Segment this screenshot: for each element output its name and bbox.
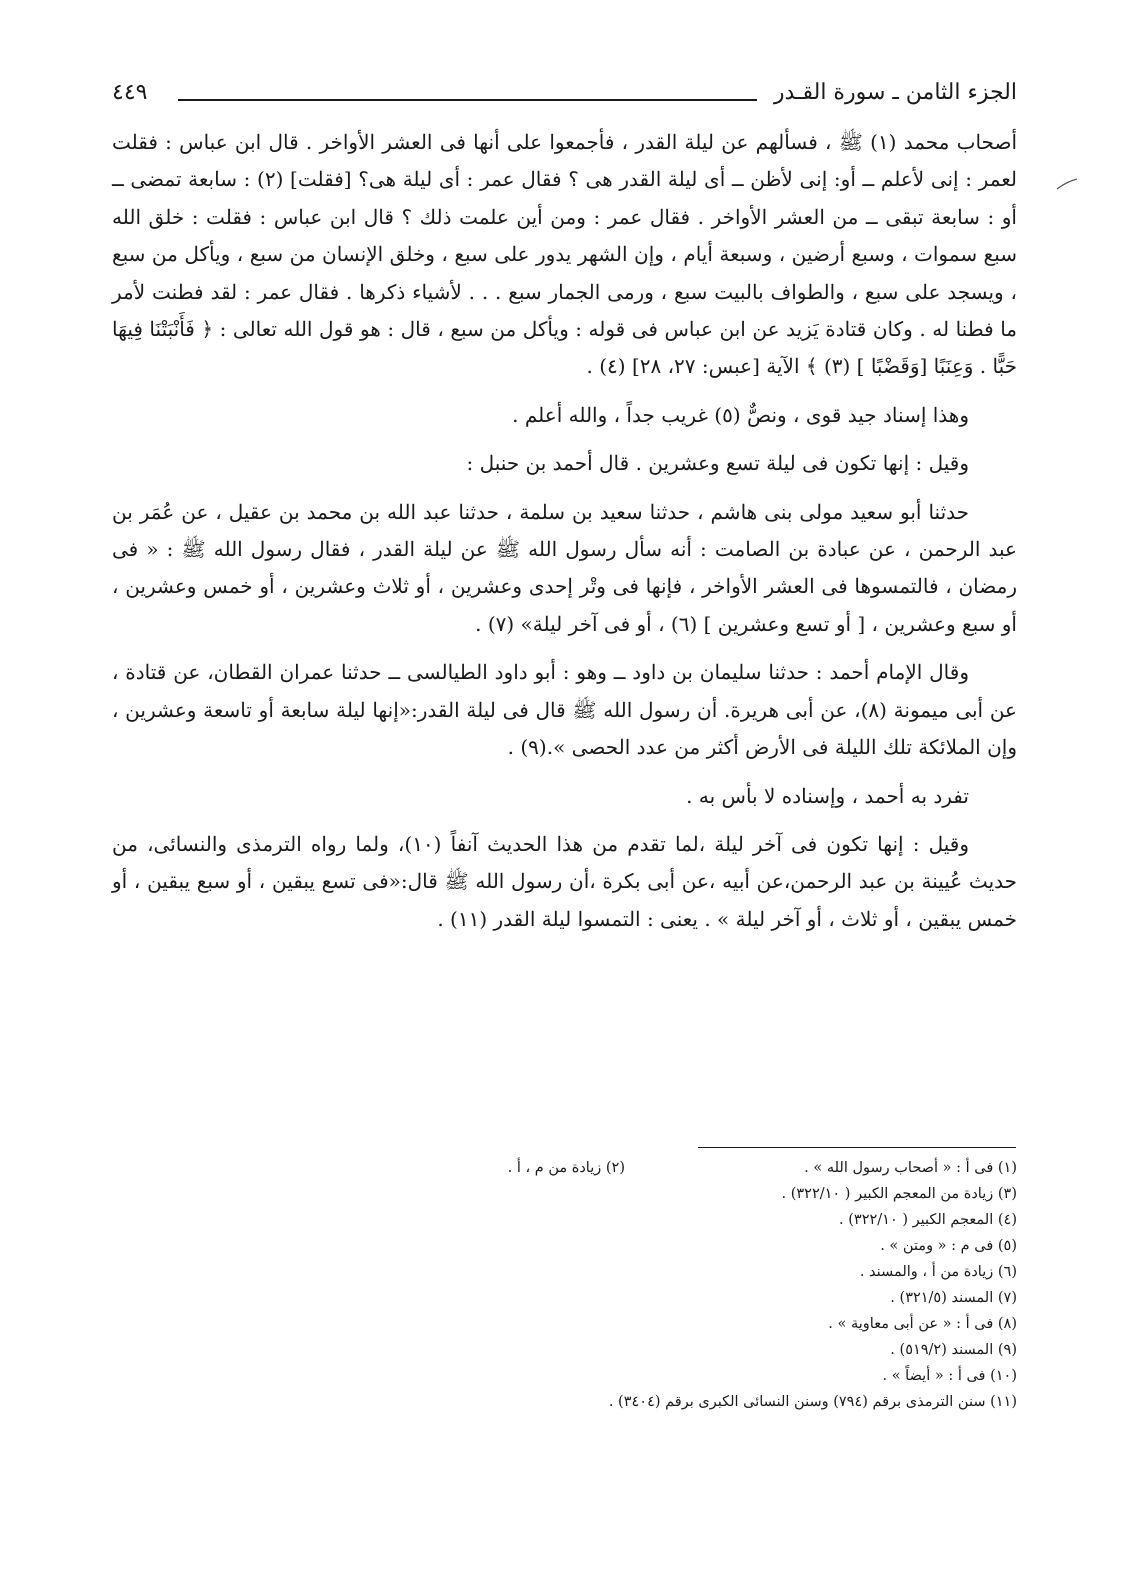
paragraph: وقيل : إنها تكون فى ليلة تسع وعشرين . قال أحمد بن حنبل : <box>466 451 969 476</box>
footnote-rule <box>698 1147 1016 1148</box>
paragraph: وهذا إسناد جيد قوى ، ونصٌّ (٥) غريب جداً ، والله أعلم . <box>512 402 969 427</box>
footnote: (١) فى أ : « أصحاب رسول الله » . <box>804 1160 1017 1176</box>
main-text <box>112 124 1017 938</box>
running-header <box>112 80 1017 120</box>
footnote: (٩) المسند (٥١٩/٢) . <box>890 1342 1017 1358</box>
paragraph: وقال الإمام أحمد : حدثنا سليمان بن داود ــ وهو : أبو داود الطيالسى ــ حدثنا عمران القطان، عن قتادة ، عن أبى ميمونة (٨)، عن أبى هريرة. أن رسول الله ﷺ قال فى ليلة القدر:«إنها ليلة سابعة أو تاسعة وعشرين ، وإن الملائكة تلك الليلة فى الأرض أكثر من عدد الحصى ».(٩) . <box>112 660 1017 760</box>
header-rule <box>178 99 757 101</box>
footnote-row <box>112 1155 1017 1181</box>
paragraph: أصحاب محمد (١) ﷺ ، فسألهم عن ليلة القدر ، فأجمعوا على أنها فى العشر الأواخر . قال ابن عباس : فقلت لعمر : إنى لأعلم ــ أو: إنى لأظن ــ أى ليلة القدر هى ؟ فقال عمر : أى ليلة هى؟ [فقلت] (٢) : سابعة تمضى ــ أو : سابعة تبقى ــ من العشر الأواخر . فقال عمر : ومن أين علمت ذلك ؟ قال ابن عباس : فقلت : خلق الله سبع سموات ، وسبع أرضين ، وسبعة أيام ، وإن الشهر يدور على سبع ، وخلق الإنسان من سبع ، ويأكل من سبع ، ويسجد على سبع ، والطواف بالبيت سبع ، ورمى الجمار سبع . . . لأشياء ذكرها . فقال عمر : لقد فطنت لأمر ما فطنا له . وكان قتادة يَزيد عن ابن عباس فى قوله : ويأكل من سبع ، قال : هو قول الله تعالى : ﴿ فَأَنْبَتْنَا فِيهَا حَبًّا . وَعِنَبًا [وَقَضْبًا ] (٣) ﴾ الآية [عبس: ٢٧، ٢٨] (٤) . <box>112 130 1018 379</box>
margin-mark <box>1056 178 1078 190</box>
footnotes <box>112 1155 1017 1415</box>
footnote: (٣) زيادة من المعجم الكبير ( ٣٢٢/١٠) . <box>781 1186 1017 1202</box>
footnote: (١١) سنن الترمذى برقم (٧٩٤) وسنن النسائى الكبرى برقم (٣٤٠٤) . <box>608 1394 1017 1410</box>
footnote: (١٠) فى أ : « أيضاً » . <box>882 1368 1017 1384</box>
footnote: (٨) فى أ : « عن أبى معاوية » . <box>828 1316 1017 1332</box>
page-number: ٤٤٩ <box>112 80 148 105</box>
header-title: الجزء الثامن ـ سورة القـدر <box>773 80 1017 105</box>
footnote: (٥) فى م : « ومتن » . <box>880 1238 1017 1254</box>
footnote: (٢) زيادة من م ، أ . <box>507 1160 625 1176</box>
footnote: (٦) زيادة من أ ، والمسند . <box>859 1264 1017 1280</box>
paragraph: حدثنا أبو سعيد مولى بنى هاشم ، حدثنا سعيد بن سلمة ، حدثنا عبد الله بن محمد بن عقيل ، عن عُمَر بن عبد الرحمن ، عن عبادة بن الصامت : أنه سأل رسول الله ﷺ عن ليلة القدر ، فقال رسول الله ﷺ : « فى رمضان ، فالتمسوها فى العشر الأواخر ، فإنها فى وتْر إحدى وعشرين ، أو ثلاث وعشرين ، أو خمس وعشرين ، أو سبع وعشرين ، [ أو تسع وعشرين ] (٦) ، أو فى آخر ليلة» (٧) . <box>112 499 1017 636</box>
paragraph: تفرد به أحمد ، وإسناده لا بأس به . <box>686 783 969 808</box>
footnote: (٤) المعجم الكبير ( ٣٢٢/١٠) . <box>839 1212 1017 1228</box>
paragraph: وقيل : إنها تكون فى آخر ليلة ،لما تقدم من هذا الحديث آنفاً (١٠)، ولما رواه الترمذى والنسائى، من حديث عُيينة بن عبد الرحمن،عن أبيه ،عن أبى بكرة ،أن رسول الله ﷺ قال:«فى تسع يبقين ، أو سبع يبقين ، أو خمس يبقين ، أو ثلاث ، أو آخر ليلة » . يعنى : التمسوا ليلة القدر (١١) . <box>112 831 1017 931</box>
footnote: (٧) المسند (٣٢١/٥) . <box>890 1290 1017 1306</box>
